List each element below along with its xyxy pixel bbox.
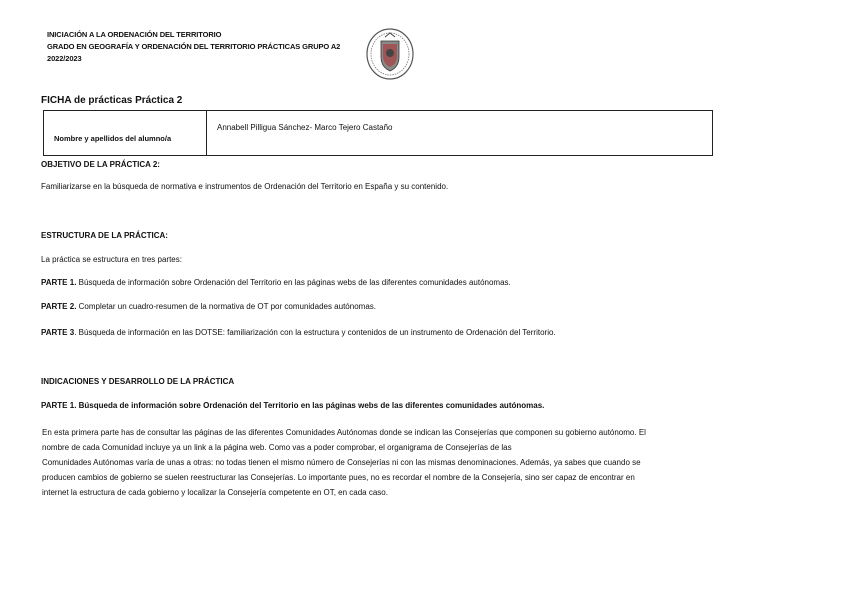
parte-1-line [41, 278, 511, 287]
paragraph-line: producen cambios de gobierno se suelen reestructurar las Consejerías. Lo importante pues, no es recordar el nombre de la Consejería, sino ser capaz de encontrar en [42, 473, 635, 482]
parte-2-line [41, 302, 376, 311]
parte-2-text: Completar un cuadro-resumen de la normativa de OT por comunidades autónomas. [76, 302, 376, 311]
objetivo-text: Familiarizarse en la búsqueda de normativa e instrumentos de Ordenación del Territorio en España y su contenido. [41, 182, 449, 191]
paragraph-line: nombre de cada Comunidad incluye ya un link a la página web. Como vas a poder comprobar, el organigrama de Consejerías de las [42, 443, 512, 452]
parte-3-text: . Búsqueda de información en las DOTSE: familiarización con la estructura y contenidos de un instrumento de Ordenación del Territorio. [74, 328, 556, 337]
parte-1-label: PARTE 1. [41, 278, 77, 287]
parte-2-label: PARTE 2. [41, 302, 77, 311]
estructura-intro: La práctica se estructura en tres partes: [41, 255, 182, 264]
paragraph-line: internet la estructura de cada gobierno y localizar la Consejería competente en OT, en cada caso. [42, 488, 388, 497]
parte-3-line [41, 328, 556, 337]
estructura-heading: ESTRUCTURA DE LA PRÁCTICA: [41, 231, 168, 240]
objetivo-heading: OBJETIVO DE LA PRÁCTICA 2: [41, 160, 160, 169]
paragraph-line: Comunidades Autónomas varía de unas a otras: no todas tienen el mismo número de Consejerías ni con las mismas denominaciones. Además, ya sabes que cuando se [42, 458, 641, 467]
table-divider [206, 111, 207, 155]
indicaciones-paragraph [42, 425, 822, 500]
academic-year: 2022/2023 [47, 54, 82, 63]
indicaciones-heading: INDICACIONES Y DESARROLLO DE LA PRÁCTICA [41, 377, 235, 386]
course-title: INICIACIÓN A LA ORDENACIÓN DEL TERRITORIO [47, 30, 222, 39]
student-name-value: Annabell Pilligua Sánchez- Marco Tejero Castaño [217, 123, 393, 132]
indicaciones-subheading: PARTE 1. Búsqueda de información sobre Ordenación del Territorio en las páginas webs de las diferentes comunidades autónomas. [41, 401, 545, 410]
paragraph-line: En esta primera parte has de consultar las páginas de las diferentes Comunidades Autónomas donde se indican las Consejerías que componen su gobierno autónomo. El [42, 428, 646, 437]
student-name-table [43, 110, 713, 156]
degree-title: GRADO EN GEOGRAFÍA Y ORDENACIÓN DEL TERRITORIO PRÁCTICAS GRUPO A2 [47, 42, 341, 51]
student-name-label: Nombre y apellidos del alumno/a [54, 134, 172, 143]
parte-1-text: Búsqueda de información sobre Ordenación del Territorio en las páginas webs de las diferentes comunidades autónomas. [76, 278, 511, 287]
parte-3-label: PARTE 3 [41, 328, 75, 337]
university-seal-icon [365, 27, 415, 81]
ficha-title: FICHA de prácticas Práctica 2 [41, 95, 183, 106]
